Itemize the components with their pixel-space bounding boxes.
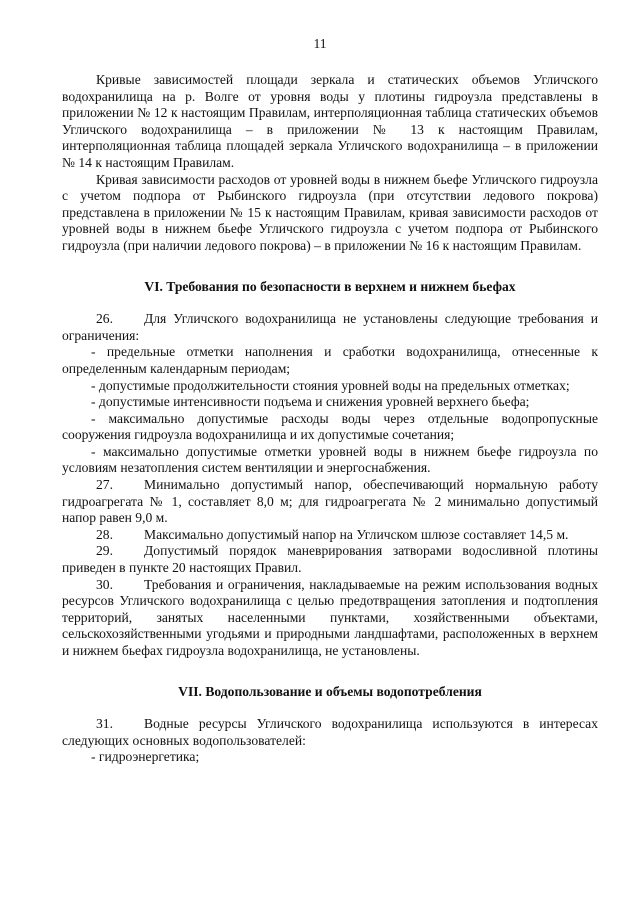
list-item: - предельные отметки наполнения и сработки водохранилища, отнесенные к определенным календарным периодам; xyxy=(62,344,598,376)
paragraph-26-number: 26. xyxy=(96,311,113,327)
section-7-heading: VII. Водопользование и объемы водопотребления xyxy=(178,683,482,699)
paragraph-30-text: Требования и ограничения, накладываемые на режим использования водных ресурсов Угличского водохранилища с целью предотвращения затопления и подтопления территорий, занятых населенными пунктами, хозяйственными объектами, сельскохозяйственными угодьями и природными ландшафтами, расположенных в верхнем и нижнем бьефах гидроузла водохранилища, не установлены. xyxy=(62,576,598,658)
page-number: 11 xyxy=(313,36,327,51)
document-body xyxy=(62,72,598,766)
section-6-heading: VI. Требования по безопасности в верхнем и нижнем бьефах xyxy=(144,278,516,294)
list-item: - максимально допустимые расходы воды через отдельные водопропускные сооружения гидроузла водохранилища и их допустимые сочетания; xyxy=(62,410,598,443)
intro-paragraph-2: Кривая зависимости расходов от уровней воды в нижнем бьефе Угличского гидроузла с учетом подпора от Рыбинского гидроузла (при отсутствии ледового покрова) представлена в приложении № 15 к настоящим Правилам, кривая зависимости расходов от уровней воды в нижнем бьефе Угличского гидроузла с учетом подпора от Рыбинского гидроузла (при наличии ледового покрова) – в приложении № 16 к настоящим Правилам. xyxy=(62,171,598,253)
paragraph-28-text: Максимально допустимый напор на Угличском шлюзе составляет 14,5 м. xyxy=(144,526,569,542)
paragraph-29-number: 29. xyxy=(96,543,113,559)
paragraph-31-number: 31. xyxy=(96,716,113,732)
paragraph-26-text: Для Угличского водохранилища не установлены следующие требования и ограничения: xyxy=(62,311,598,343)
list-item: - гидроэнергетика; xyxy=(91,749,200,765)
paragraph-27 xyxy=(62,477,598,527)
intro-paragraph-1: Кривые зависимостей площади зеркала и статических объемов Угличского водохранилища на р. Волге от уровня воды у плотины гидроузла представлены в приложении № 12 к настоящим Правилам, интерполяционная таблица статических объемов Угличского водохранилища – в приложении № 13 к настоящим Правилам, интерполяционная таблица площадей зеркала Угличского водохранилища – в приложении № 14 к настоящим Правилам. xyxy=(62,72,598,170)
paragraph-27-number: 27. xyxy=(96,477,113,493)
paragraph-30 xyxy=(62,577,598,660)
paragraph-29-text: Допустимый порядок маневрирования затворами водосливной плотины приведен в пункте 20 настоящих Правил. xyxy=(62,543,598,576)
paragraph-28 xyxy=(62,527,598,544)
paragraph-27-text: Минимально допустимый напор, обеспечивающий нормальную работу гидроагрегата № 1, составляет 8,0 м; для гидроагрегата № 2 минимально допустимый напор равен 9,0 м. xyxy=(62,477,598,526)
paragraph-26 xyxy=(62,311,598,344)
paragraph-30-number: 30. xyxy=(96,576,113,592)
list-item: - допустимые продолжительности стояния уровней воды на предельных отметках; xyxy=(91,377,570,393)
paragraph-28-number: 28. xyxy=(96,526,113,542)
list-item: - максимально допустимые отметки уровней воды в нижнем бьефе гидроузла по условиям незатопления систем вентиляции и энергоснабжения. xyxy=(62,443,598,476)
list-item: - допустимые интенсивности подъема и снижения уровней верхнего бьефа; xyxy=(91,394,530,410)
paragraph-31 xyxy=(62,716,598,749)
paragraph-31-text: Водные ресурсы Угличского водохранилища используются в интересах следующих основных водопользователей: xyxy=(62,716,598,748)
paragraph-29 xyxy=(62,543,598,576)
